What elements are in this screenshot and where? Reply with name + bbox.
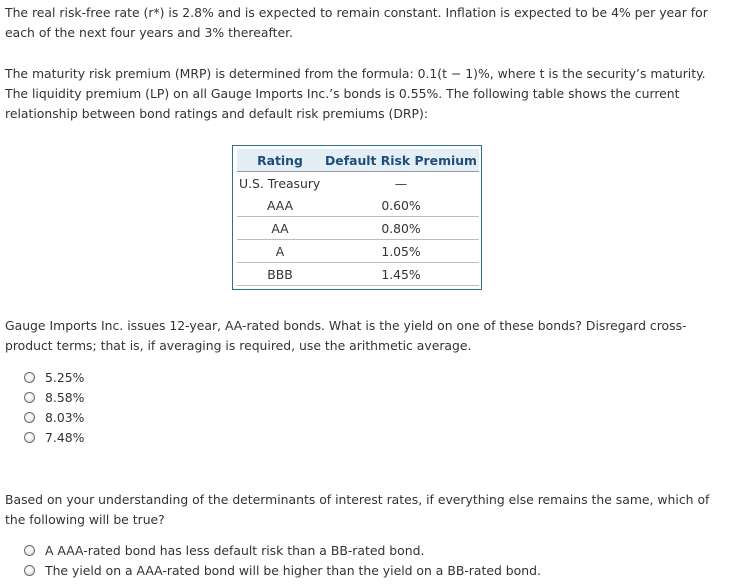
answer-option-label: A AAA-rated bond has less default risk than a BB-rated bond.	[45, 542, 425, 558]
answer-option-label: The yield on a AAA-rated bond will be higher than the yield on a BB-rated bond.	[45, 562, 541, 578]
answer-option[interactable]	[24, 367, 84, 387]
answer-option[interactable]	[24, 560, 541, 580]
table-row	[237, 217, 479, 240]
table-row	[237, 240, 479, 263]
radio-button[interactable]	[24, 432, 35, 443]
radio-button[interactable]	[24, 392, 35, 403]
radio-button[interactable]	[24, 545, 35, 556]
radio-button[interactable]	[24, 372, 35, 383]
drp-cell: 1.05%	[323, 240, 479, 263]
radio-button[interactable]	[24, 412, 35, 423]
drp-table	[237, 149, 479, 286]
question-2-text: Based on your understanding of the determinants of interest rates, if everything else remains the same, which of the following will be true?	[5, 492, 710, 527]
answer-option-label: 7.48%	[45, 429, 85, 445]
rating-cell: AA	[237, 217, 323, 240]
intro-paragraph-risk-free: The real risk-free rate (r*) is 2.8% and is expected to remain constant. Inflation is expected to be 4% per year for each of the next four years and 3% thereafter.	[5, 5, 708, 40]
intro-paragraph-premiums: The maturity risk premium (MRP) is determined from the formula: 0.1(t − 1)%, where t is the security’s maturity. The liquidity premium (LP) on all Gauge Imports Inc.’s bonds is 0.55%. The following table shows the current relationship between bond ratings and default risk premiums (DRP):	[5, 66, 706, 121]
drp-cell: 0.60%	[323, 194, 479, 217]
table-row	[237, 263, 479, 286]
drp-cell: 0.80%	[323, 217, 479, 240]
question-2-options	[24, 540, 541, 580]
answer-option-label: 5.25%	[45, 369, 85, 385]
question-1-options	[24, 367, 84, 447]
table-header-row	[237, 149, 479, 172]
answer-option[interactable]	[24, 407, 84, 427]
drp-cell: 1.45%	[323, 263, 479, 286]
question-1-text: Gauge Imports Inc. issues 12-year, AA-rated bonds. What is the yield on one of these bonds? Disregard cross-product terms; that is, if averaging is required, use the arithmetic average.	[5, 318, 687, 353]
answer-option[interactable]	[24, 427, 84, 447]
answer-option-label: 8.58%	[45, 389, 85, 405]
table-row	[237, 194, 479, 217]
answer-option[interactable]	[24, 540, 541, 560]
answer-option-label: 8.03%	[45, 409, 85, 425]
rating-cell: A	[237, 240, 323, 263]
answer-option[interactable]	[24, 387, 84, 407]
rating-cell: BBB	[237, 263, 323, 286]
rating-cell: U.S. Treasury	[239, 175, 321, 191]
drp-cell: —	[394, 175, 408, 191]
drp-table-container	[232, 145, 482, 290]
radio-button[interactable]	[24, 565, 35, 576]
rating-column-header: Rating	[237, 149, 323, 172]
table-row	[237, 172, 479, 195]
rating-cell: AAA	[237, 194, 323, 217]
drp-column-header: Default Risk Premium	[323, 149, 479, 172]
